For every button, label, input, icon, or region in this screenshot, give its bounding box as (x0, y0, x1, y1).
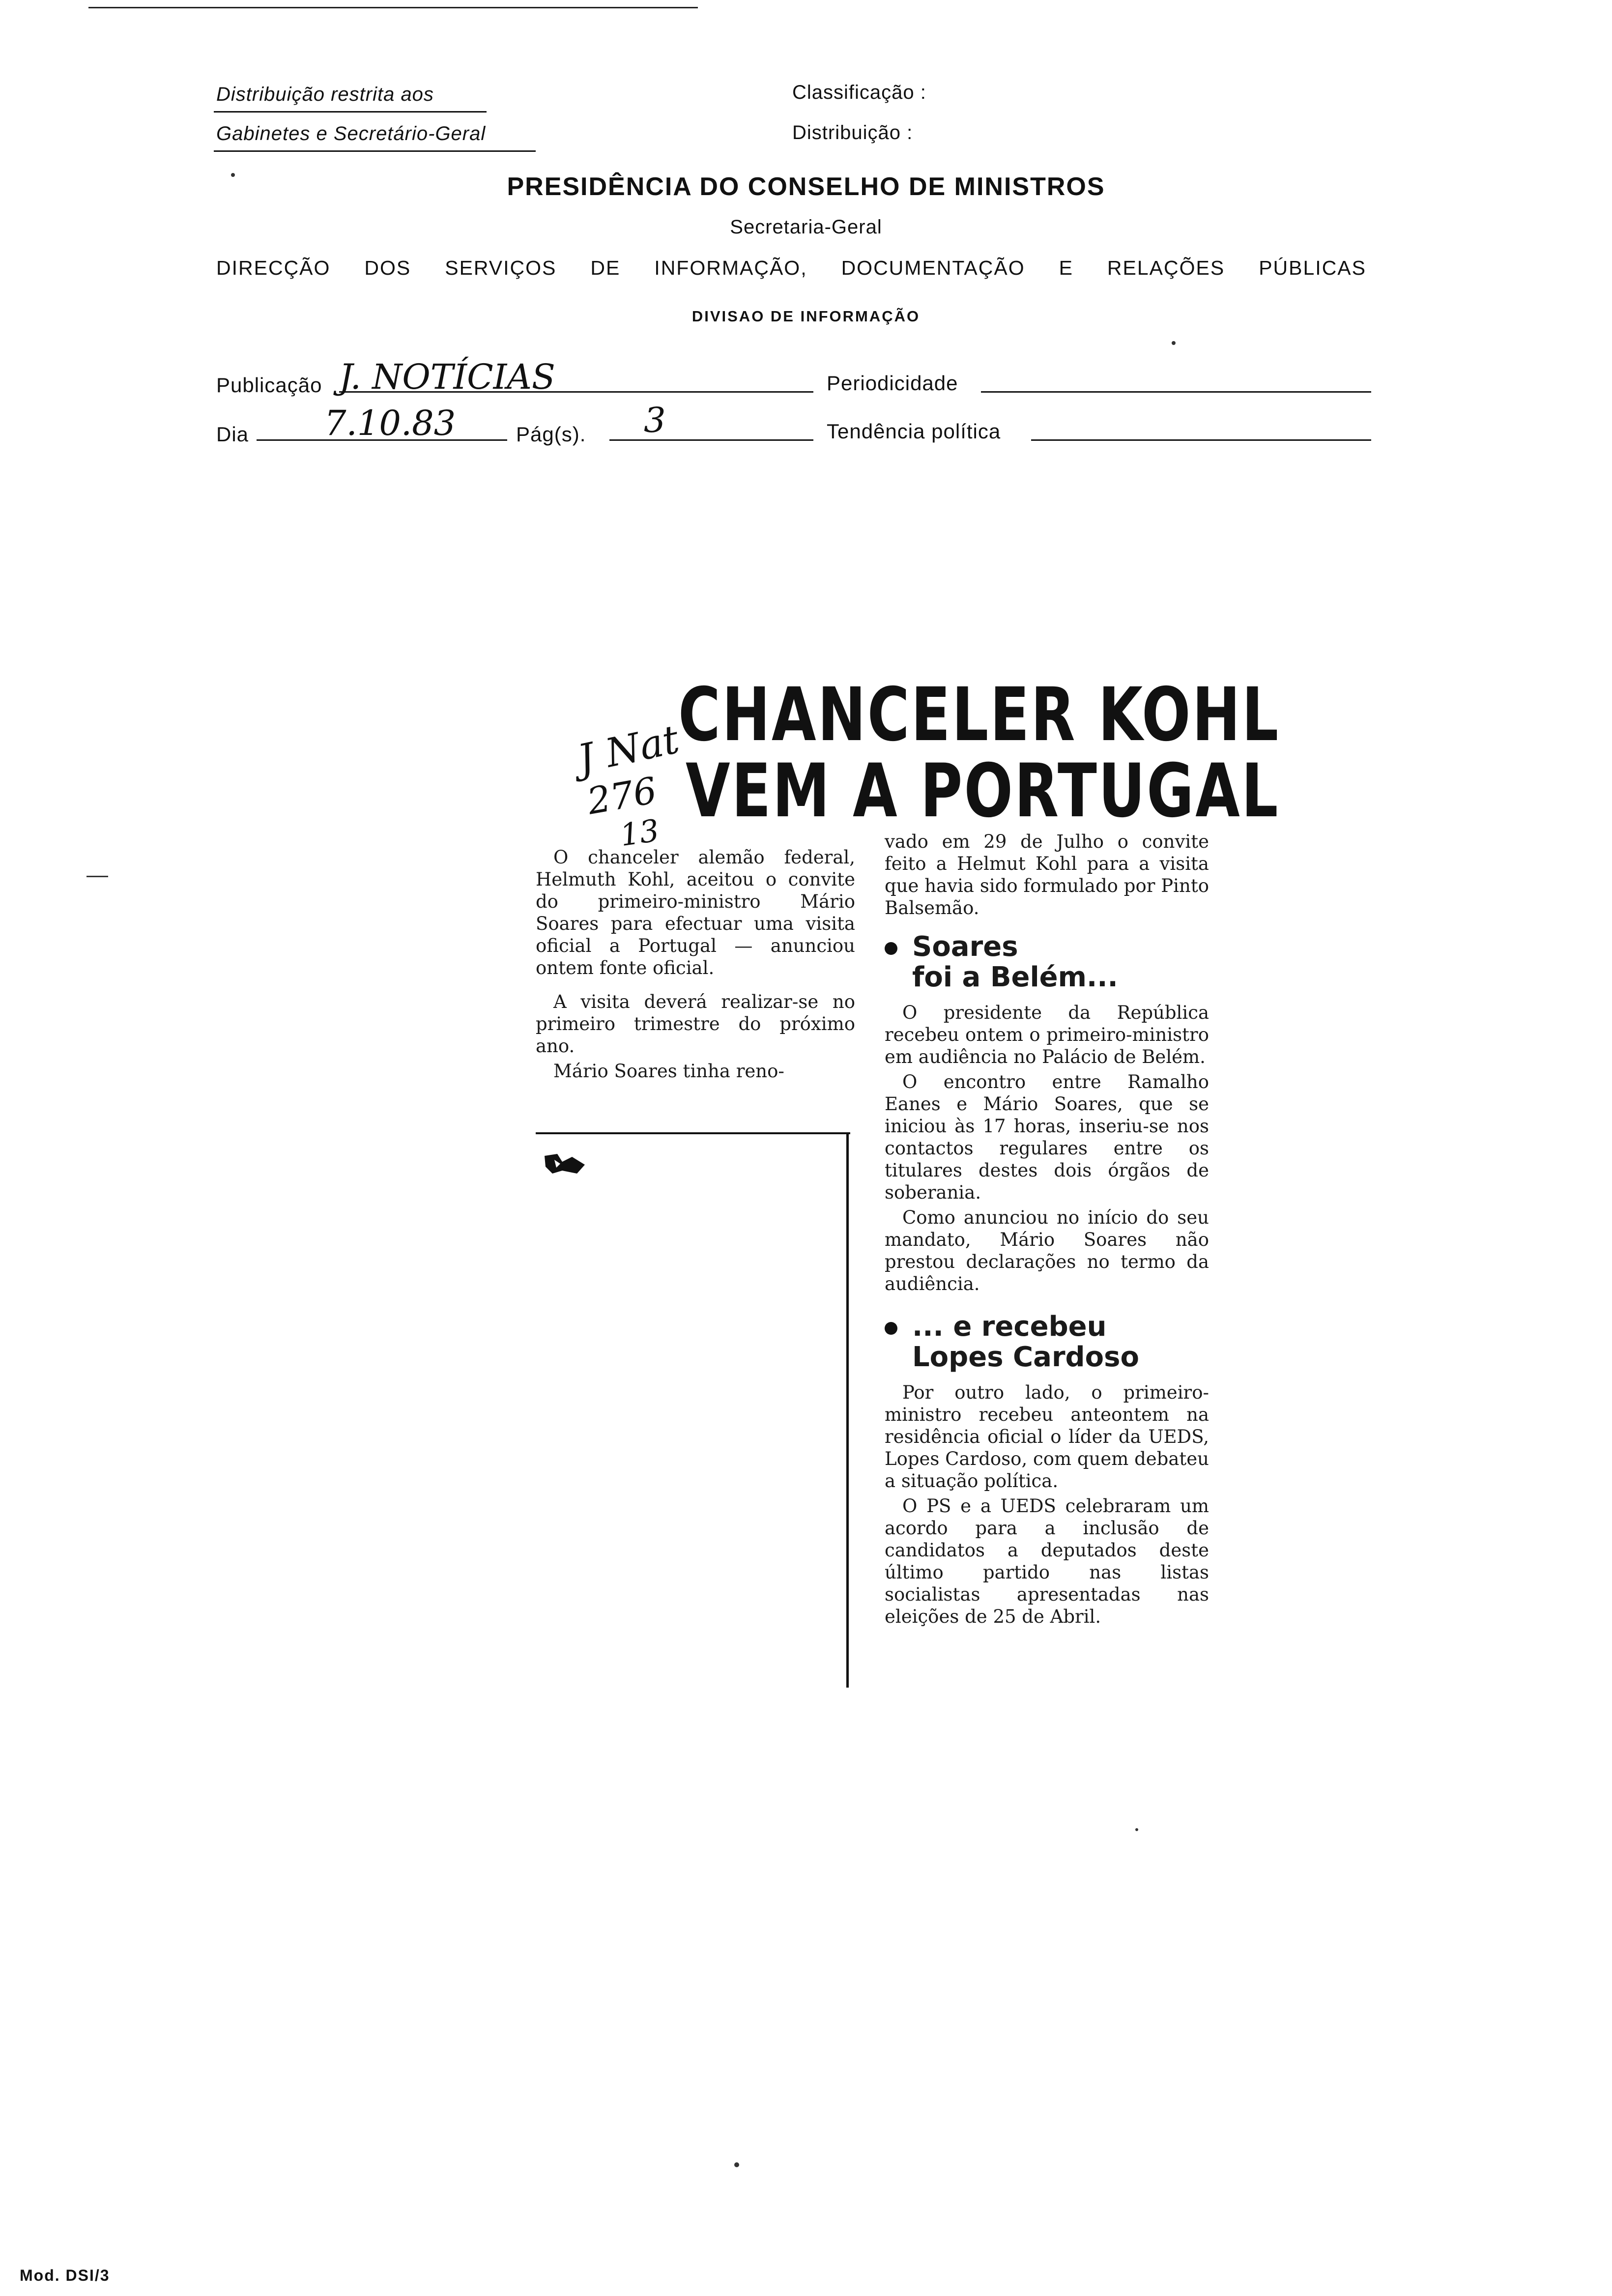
publication-label: Publicação (216, 373, 322, 397)
handwritten-note-1: J Nat (574, 716, 683, 782)
classification-label: Classificação : (792, 82, 926, 103)
subheading-line: foi a Belém... (912, 961, 1118, 993)
article-paragraph: Mário Soares tinha reno- (553, 1061, 784, 1082)
clipping-edge-horizontal (536, 1132, 850, 1134)
publication-handwritten-value: J. NOTÍCIAS (339, 357, 555, 397)
tendency-field (1031, 418, 1371, 441)
article-column-2 (885, 831, 1209, 1631)
article-paragraph: vado em 29 de Julho o convite feito a Helmut Kohl para a visita que havia sido formulado por Pinto Balsemão. (885, 831, 1209, 918)
distribution-restricted-text: Distribuição restrita aos (216, 84, 434, 105)
article-paragraph: O chanceler alemão federal, Helmuth Kohl, aceitou o convite do primeiro-ministro Mário Soares para efectuar uma visita oficial a Portugal — anunciou ontem fonte oficial. (536, 847, 855, 978)
bullet-icon (885, 1322, 897, 1335)
distribution-underline-1 (214, 111, 487, 113)
article-paragraph: O presidente da República recebeu ontem o primeiro-ministro em audiência no Palácio de Belém. (885, 1002, 1209, 1067)
speck (734, 2162, 739, 2167)
page-title: PRESIDÊNCIA DO CONSELHO DE MINISTROS (507, 172, 1105, 201)
clipping-headline (678, 672, 1450, 758)
speck (1135, 1828, 1138, 1831)
tendency-label: Tendência política (827, 420, 1001, 443)
article-paragraph: O encontro entre Ramalho Eanes e Mário Soares, que se iniciou às 17 horas, inseriu-se nos contactos regulares entre os titulares destes dois órgãos de soberania. (885, 1071, 1209, 1203)
subheading-line: Lopes Cardoso (912, 1341, 1139, 1373)
directorate-title: DIRECÇÃO DOS SERVIÇOS DE INFORMAÇÃO, DOCUMENTAÇÃO E RELAÇÕES PÚBLICAS (216, 257, 1366, 279)
distribution-underline-2 (214, 150, 536, 152)
subheading-lopes-cardoso (885, 1312, 1209, 1373)
subheading-soares-belem (885, 932, 1209, 993)
subheading-line: Soares (912, 931, 1018, 963)
article-paragraph: A visita deverá realizar-se no primeiro trimestre do próximo ano. (536, 991, 855, 1057)
clipping-headline-2 (686, 748, 1447, 834)
pages-field (609, 418, 813, 441)
periodicity-field (981, 370, 1371, 393)
handwritten-note-2: 276 (584, 769, 660, 823)
article-paragraph: Como anunciou no início do seu mandato, Mário Soares não prestou declarações no termo da audiência. (885, 1207, 1209, 1294)
article-paragraph: O PS e a UEDS celebraram um acordo para a inclusão de candidatos a deputados deste último partido nas listas socialistas apresentadas nas eleições de 25 de Abril. (885, 1495, 1209, 1627)
headline-line-2: VEM A PORTUGAL (686, 748, 1280, 834)
article-paragraph: Por outro lado, o primeiro-ministro recebeu anteontem na residência oficial o líder da UEDS, Lopes Cardoso, com quem debateu a situação política. (885, 1382, 1209, 1492)
distribution-recipients-text: Gabinetes e Secretário-Geral (216, 123, 486, 144)
newspaper-logo-mark (543, 1152, 587, 1176)
distribution-label: Distribuição : (792, 122, 913, 144)
day-label: Dia (216, 423, 249, 446)
page-subtitle: Secretaria-Geral (730, 216, 882, 238)
speck (1172, 341, 1176, 345)
form-code: Mod. DSI/3 (20, 2267, 110, 2284)
pages-handwritten-value: 3 (644, 400, 666, 440)
division-title: DIVISAO DE INFORMAÇÃO (691, 308, 921, 325)
bullet-icon (885, 942, 897, 955)
clipping-edge-vertical (846, 1132, 849, 1688)
day-handwritten-value: 7.10.83 (324, 403, 456, 443)
margin-mark (86, 876, 108, 877)
subheading-line: ... e recebeu (912, 1311, 1107, 1343)
handwritten-note-3: 13 (618, 812, 662, 854)
pages-label: Pág(s). (516, 423, 586, 446)
top-rule (88, 7, 698, 8)
periodicity-label: Periodicidade (827, 372, 958, 395)
article-column-1 (536, 846, 855, 1085)
headline-line-1: CHANCELER KOHL (678, 672, 1280, 758)
